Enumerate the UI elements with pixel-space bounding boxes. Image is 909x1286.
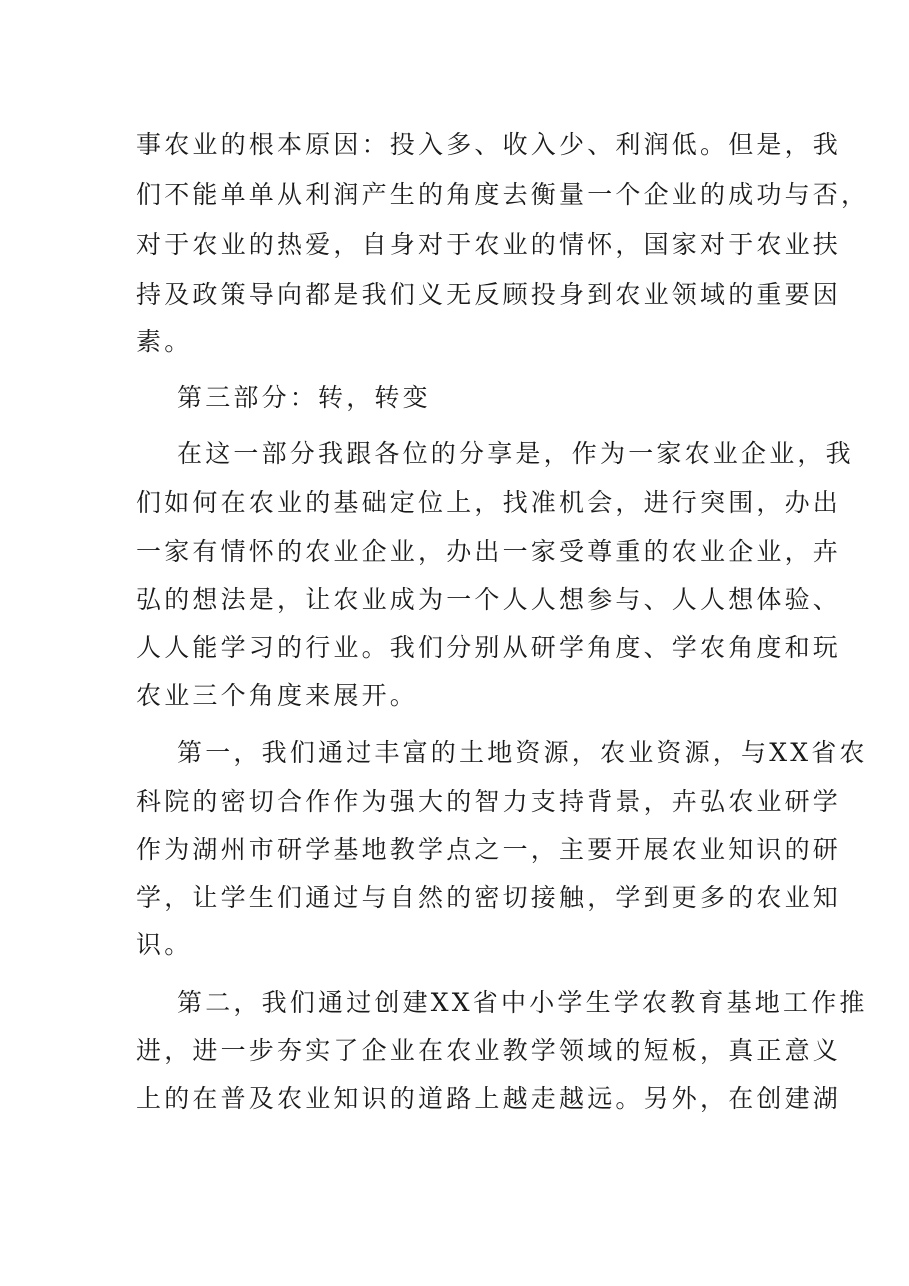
paragraph-4-line-3: 作为湖州市研学基地教学点之一，主要开展农业知识的研	[136, 835, 842, 864]
paragraph-3-line-5: 人人能学习的行业。我们分别从研学角度、学农角度和玩	[136, 633, 842, 662]
paragraph-5-line-1: 第二，我们通过创建XX省中小学生学农教育基地工作推	[177, 988, 868, 1017]
paragraph-3-line-4: 弘的想法是，让农业成为一个人人想参与、人人想体验、	[136, 585, 842, 614]
paragraph-3-line-1: 在这一部分我跟各位的分享是，作为一家农业企业，我	[177, 439, 854, 468]
paragraph-4-line-2: 科院的密切合作作为强大的智力支持背景，卉弘农业研学	[136, 787, 842, 816]
paragraph-4-line-4: 学，让学生们通过与自然的密切接触，学到更多的农业知	[136, 883, 842, 912]
paragraph-5-line-3: 上的在普及农业知识的道路上越走越远。另外，在创建湖	[136, 1084, 842, 1113]
paragraph-1-line-3: 对于农业的热爱，自身对于农业的情怀，国家对于农业扶	[136, 230, 842, 259]
paragraph-4-line-5: 识。	[136, 930, 193, 959]
section-heading: 第三部分：转，转变	[177, 383, 431, 412]
paragraph-1-line-5: 素。	[136, 327, 193, 356]
paragraph-3-line-3: 一家有情怀的农业企业，办出一家受尊重的农业企业，卉	[136, 537, 842, 566]
paragraph-3-line-2: 们如何在农业的基础定位上，找准机会，进行突围，办出	[136, 488, 842, 517]
paragraph-1-line-1: 事农业的根本原因：投入多、收入少、利润低。但是，我	[136, 130, 842, 159]
paragraph-5-line-2: 进，进一步夯实了企业在农业教学领域的短板，真正意义	[136, 1036, 842, 1065]
paragraph-3-line-6: 农业三个角度来展开。	[136, 681, 419, 710]
paragraph-4-line-1: 第一，我们通过丰富的土地资源，农业资源，与XX省农	[177, 738, 868, 767]
paragraph-1-line-2: 们不能单单从利润产生的角度去衡量一个企业的成功与否，	[136, 180, 870, 209]
paragraph-1-line-4: 持及政策导向都是我们义无反顾投身到农业领域的重要因	[136, 280, 842, 309]
